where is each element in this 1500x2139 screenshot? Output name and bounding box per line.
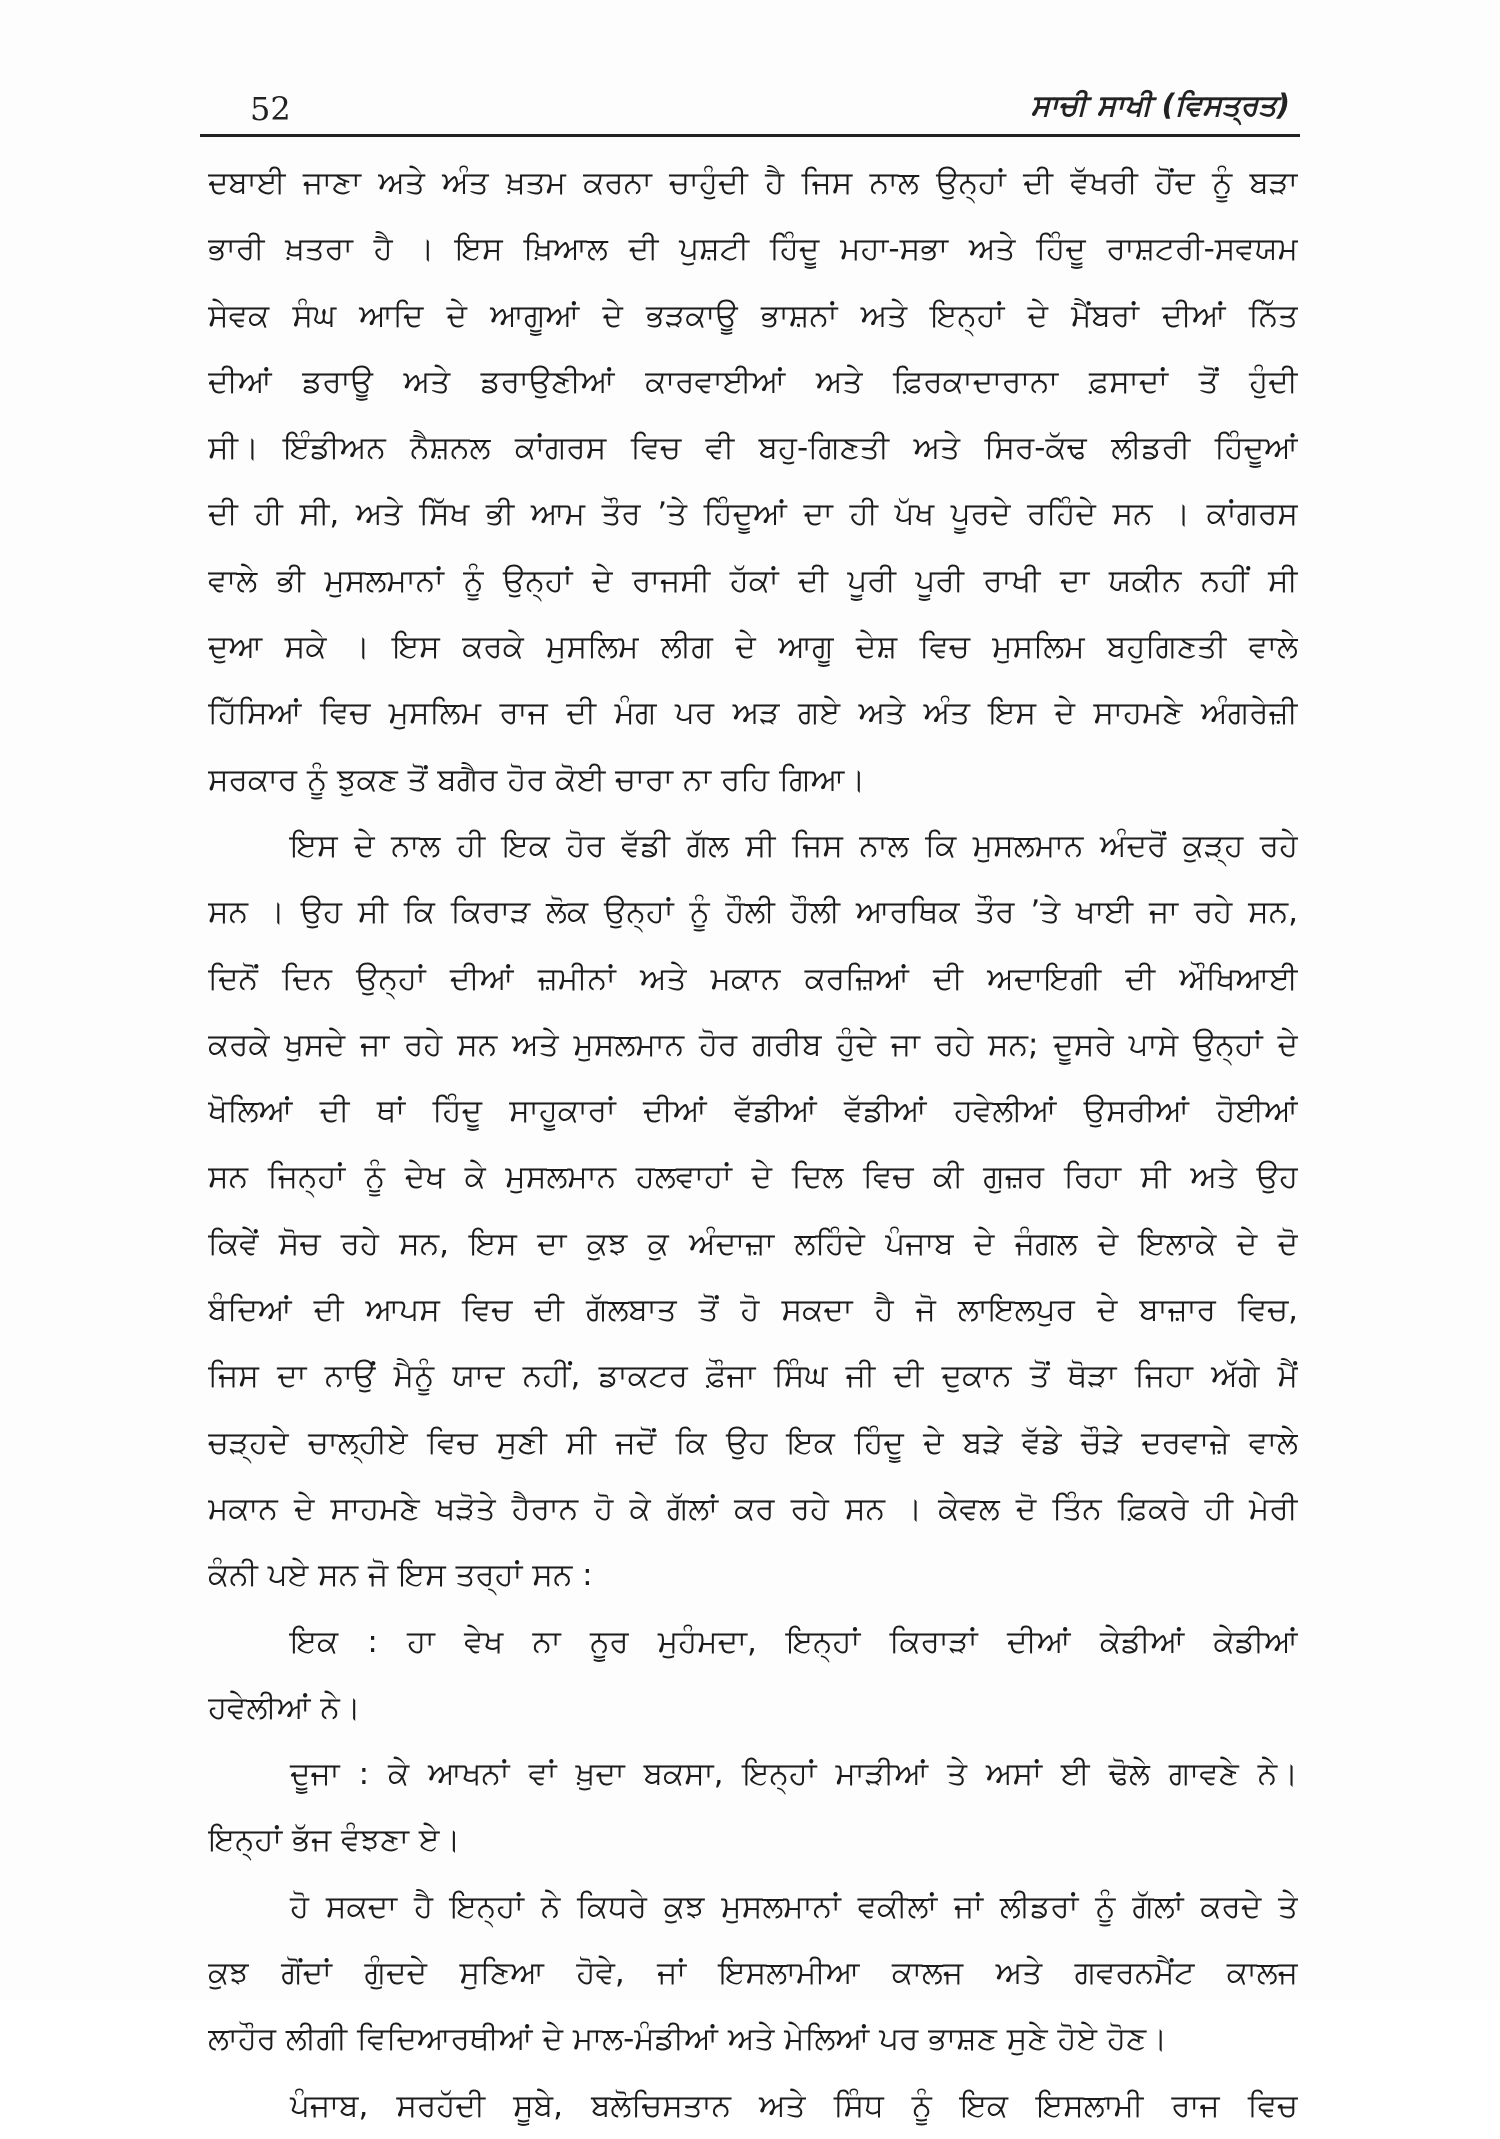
paragraph-start-line: ਪੰਜਾਬ, ਸਰਹੱਦੀ ਸੂਬੇ, ਬਲੋਚਿਸਤਾਨ ਅਤੇ ਸਿੰਧ ਨੂੰ ਇਕ ਇਸਲਾਮੀ ਰਾਜ ਵਿਚ	[290, 2087, 1298, 2124]
paragraph-end-line: ਕੰਨੀ ਪਏ ਸਨ ਜੋ ਇਸ ਤਰ੍ਹਾਂ ਸਨ :	[208, 1557, 593, 1594]
text-line: ਦੀ ਹੀ ਸੀ, ਅਤੇ ਸਿੱਖ ਭੀ ਆਮ ਤੌਰ ’ਤੇ ਹਿੰਦੂਆਂ ਦਾ ਹੀ ਪੱਖ ਪੂਰਦੇ ਰਹਿੰਦੇ ਸਨ । ਕਾਂਗਰਸ	[208, 496, 1298, 533]
text-line: ਸੇਵਕ ਸੰਘ ਆਦਿ ਦੇ ਆਗੂਆਂ ਦੇ ਭੜਕਾਊ ਭਾਸ਼ਨਾਂ ਅਤੇ ਇਨ੍ਹਾਂ ਦੇ ਮੈਂਬਰਾਂ ਦੀਆਂ ਨਿੱਤ	[208, 297, 1298, 334]
page-number: 52	[250, 90, 291, 128]
paragraph-end-line: ਹਵੇਲੀਆਂ ਨੇ।	[208, 1689, 361, 1726]
text-line: ਸੀ। ਇੰਡੀਅਨ ਨੈਸ਼ਨਲ ਕਾਂਗਰਸ ਵਿਚ ਵੀ ਬਹੁ-ਗਿਣਤੀ ਅਤੇ ਸਿਰ-ਕੱਢ ਲੀਡਰੀ ਹਿੰਦੂਆਂ	[208, 430, 1298, 467]
text-line: ਵਾਲੇ ਭੀ ਮੁਸਲਮਾਨਾਂ ਨੂੰ ਉਨ੍ਹਾਂ ਦੇ ਰਾਜਸੀ ਹੱਕਾਂ ਦੀ ਪੂਰੀ ਪੂਰੀ ਰਾਖੀ ਦਾ ਯਕੀਨ ਨਹੀਂ ਸੀ	[208, 562, 1298, 599]
text-line: ਬੰਦਿਆਂ ਦੀ ਆਪਸ ਵਿਚ ਦੀ ਗੱਲਬਾਤ ਤੋਂ ਹੋ ਸਕਦਾ ਹੈ ਜੋ ਲਾਇਲਪੁਰ ਦੇ ਬਾਜ਼ਾਰ ਵਿਚ,	[208, 1292, 1298, 1329]
text-line: ਚੜ੍ਹਦੇ ਚਾਲ੍ਹੀਏ ਵਿਚ ਸੁਣੀ ਸੀ ਜਦੋਂ ਕਿ ਉਹ ਇਕ ਹਿੰਦੂ ਦੇ ਬੜੇ ਵੱਡੇ ਚੌੜੇ ਦਰਵਾਜ਼ੇ ਵਾਲੇ	[208, 1424, 1298, 1461]
paragraph-end-line: ਲਾਹੌਰ ਲੀਗੀ ਵਿਦਿਆਰਥੀਆਂ ਦੇ ਮਾਲ-ਮੰਡੀਆਂ ਅਤੇ ਮੇਲਿਆਂ ਪਰ ਭਾਸ਼ਣ ਸੁਣੇ ਹੋਏ ਹੋਣ।	[208, 2021, 1168, 2058]
text-line: ਜਿਸ ਦਾ ਨਾਉਂ ਮੈਨੂੰ ਯਾਦ ਨਹੀਂ, ਡਾਕਟਰ ਫ਼ੌਜਾ ਸਿੰਘ ਜੀ ਦੀ ਦੁਕਾਨ ਤੋਂ ਥੋੜਾ ਜਿਹਾ ਅੱਗੇ ਮੈਂ	[208, 1358, 1298, 1395]
paragraph-end-line: ਸਰਕਾਰ ਨੂੰ ਝੁਕਣ ਤੋਂ ਬਗੈਰ ਹੋਰ ਕੋਈ ਚਾਰਾ ਨਾ ਰਹਿ ਗਿਆ।	[208, 761, 866, 798]
text-line: ਸਨ । ਉਹ ਸੀ ਕਿ ਕਿਰਾੜ ਲੋਕ ਉਨ੍ਹਾਂ ਨੂੰ ਹੌਲੀ ਹੌਲੀ ਆਰਥਿਕ ਤੌਰ ’ਤੇ ਖਾਈ ਜਾ ਰਹੇ ਸਨ,	[208, 894, 1298, 931]
text-line: ਭਾਰੀ ਖ਼ਤਰਾ ਹੈ । ਇਸ ਖ਼ਿਆਲ ਦੀ ਪੁਸ਼ਟੀ ਹਿੰਦੂ ਮਹਾ-ਸਭਾ ਅਤੇ ਹਿੰਦੂ ਰਾਸ਼ਟਰੀ-ਸਵਯਮ	[208, 231, 1298, 268]
text-line: ਦੀਆਂ ਡਰਾਊ ਅਤੇ ਡਰਾਉਣੀਆਂ ਕਾਰਵਾਈਆਂ ਅਤੇ ਫ਼ਿਰਕਾਦਾਰਾਨਾ ਫ਼ਸਾਦਾਂ ਤੋਂ ਹੁੰਦੀ	[208, 363, 1298, 400]
running-header	[200, 88, 1300, 137]
text-line: ਕਰਕੇ ਖੁਸਦੇ ਜਾ ਰਹੇ ਸਨ ਅਤੇ ਮੁਸਲਮਾਨ ਹੋਰ ਗਰੀਬ ਹੁੰਦੇ ਜਾ ਰਹੇ ਸਨ; ਦੂਸਰੇ ਪਾਸੇ ਉਨ੍ਹਾਂ ਦੇ	[208, 1026, 1298, 1063]
paragraph-start-line: ਹੋ ਸਕਦਾ ਹੈ ਇਨ੍ਹਾਂ ਨੇ ਕਿਧਰੇ ਕੁਝ ਮੁਸਲਮਾਨਾਂ ਵਕੀਲਾਂ ਜਾਂ ਲੀਡਰਾਂ ਨੂੰ ਗੱਲਾਂ ਕਰਦੇ ਤੇ	[290, 1888, 1298, 1925]
paragraph-start-line: ਇਸ ਦੇ ਨਾਲ ਹੀ ਇਕ ਹੋਰ ਵੱਡੀ ਗੱਲ ਸੀ ਜਿਸ ਨਾਲ ਕਿ ਮੁਸਲਮਾਨ ਅੰਦਰੋਂ ਕੁੜ੍ਹ ਰਹੇ	[290, 827, 1298, 864]
dialogue-line: ਇਕ : ਹਾ ਵੇਖ ਨਾ ਨੂਰ ਮੁਹੰਮਦਾ, ਇਨ੍ਹਾਂ ਕਿਰਾੜਾਂ ਦੀਆਂ ਕੇਡੀਆਂ ਕੇਡੀਆਂ	[290, 1623, 1298, 1660]
text-line: ਦਬਾਈ ਜਾਣਾ ਅਤੇ ਅੰਤ ਖ਼ਤਮ ਕਰਨਾ ਚਾਹੁੰਦੀ ਹੈ ਜਿਸ ਨਾਲ ਉਨ੍ਹਾਂ ਦੀ ਵੱਖਰੀ ਹੋਂਦ ਨੂੰ ਬੜਾ	[208, 165, 1298, 201]
paragraph-end-line: ਇਨ੍ਹਾਂ ਭੱਜ ਵੰਝਣਾ ਏ।	[208, 1822, 461, 1859]
text-line: ਕਿਵੇਂ ਸੋਚ ਰਹੇ ਸਨ, ਇਸ ਦਾ ਕੁਝ ਕੁ ਅੰਦਾਜ਼ਾ ਲਹਿੰਦੇ ਪੰਜਾਬ ਦੇ ਜੰਗਲ ਦੇ ਇਲਾਕੇ ਦੇ ਦੋ	[208, 1225, 1298, 1262]
dialogue-line: ਦੂਜਾ : ਕੇ ਆਖਨਾਂ ਵਾਂ ਖ਼ੁਦਾ ਬਕਸਾ, ਇਨ੍ਹਾਂ ਮਾੜੀਆਂ ਤੇ ਅਸਾਂ ਈ ਢੋਲੇ ਗਾਵਣੇ ਨੇ।	[290, 1756, 1298, 1793]
text-line: ਦਿਨੋਂ ਦਿਨ ਉਨ੍ਹਾਂ ਦੀਆਂ ਜ਼ਮੀਨਾਂ ਅਤੇ ਮਕਾਨ ਕਰਜ਼ਿਆਂ ਦੀ ਅਦਾਇਗੀ ਦੀ ਔਖਿਆਈ	[208, 960, 1298, 997]
text-line: ਕੁਝ ਗੋਂਦਾਂ ਗੁੰਦਦੇ ਸੁਣਿਆ ਹੋਵੇ, ਜਾਂ ਇਸਲਾਮੀਆ ਕਾਲਜ ਅਤੇ ਗਵਰਨਮੈਂਟ ਕਾਲਜ	[208, 1955, 1298, 1992]
text-line: ਦੁਆ ਸਕੇ । ਇਸ ਕਰਕੇ ਮੁਸਲਿਮ ਲੀਗ ਦੇ ਆਗੂ ਦੇਸ਼ ਵਿਚ ਮੁਸਲਿਮ ਬਹੁਗਿਣਤੀ ਵਾਲੇ	[208, 629, 1298, 666]
text-line: ਹਿੱਸਿਆਂ ਵਿਚ ਮੁਸਲਿਮ ਰਾਜ ਦੀ ਮੰਗ ਪਰ ਅੜ ਗਏ ਅਤੇ ਅੰਤ ਇਸ ਦੇ ਸਾਹਮਣੇ ਅੰਗਰੇਜ਼ੀ	[208, 695, 1298, 732]
text-line: ਸਨ ਜਿਨ੍ਹਾਂ ਨੂੰ ਦੇਖ ਕੇ ਮੁਸਲਮਾਨ ਹਲਵਾਹਾਂ ਦੇ ਦਿਲ ਵਿਚ ਕੀ ਗੁਜ਼ਰ ਰਿਹਾ ਸੀ ਅਤੇ ਉਹ	[208, 1159, 1298, 1196]
text-line: ਖੋਲਿਆਂ ਦੀ ਥਾਂ ਹਿੰਦੂ ਸਾਹੂਕਾਰਾਂ ਦੀਆਂ ਵੱਡੀਆਂ ਵੱਡੀਆਂ ਹਵੇਲੀਆਂ ਉਸਰੀਆਂ ਹੋਈਆਂ	[208, 1093, 1298, 1130]
body-text	[208, 150, 1298, 2139]
text-line: ਮਕਾਨ ਦੇ ਸਾਹਮਣੇ ਖੜੋਤੇ ਹੈਰਾਨ ਹੋ ਕੇ ਗੱਲਾਂ ਕਰ ਰਹੇ ਸਨ । ਕੇਵਲ ਦੋ ਤਿੰਨ ਫ਼ਿਕਰੇ ਹੀ ਮੇਰੀ	[208, 1490, 1298, 1527]
book-title: ਸਾਚੀ ਸਾਖੀ (ਵਿਸਤ੍ਰਤ)	[1030, 88, 1290, 122]
